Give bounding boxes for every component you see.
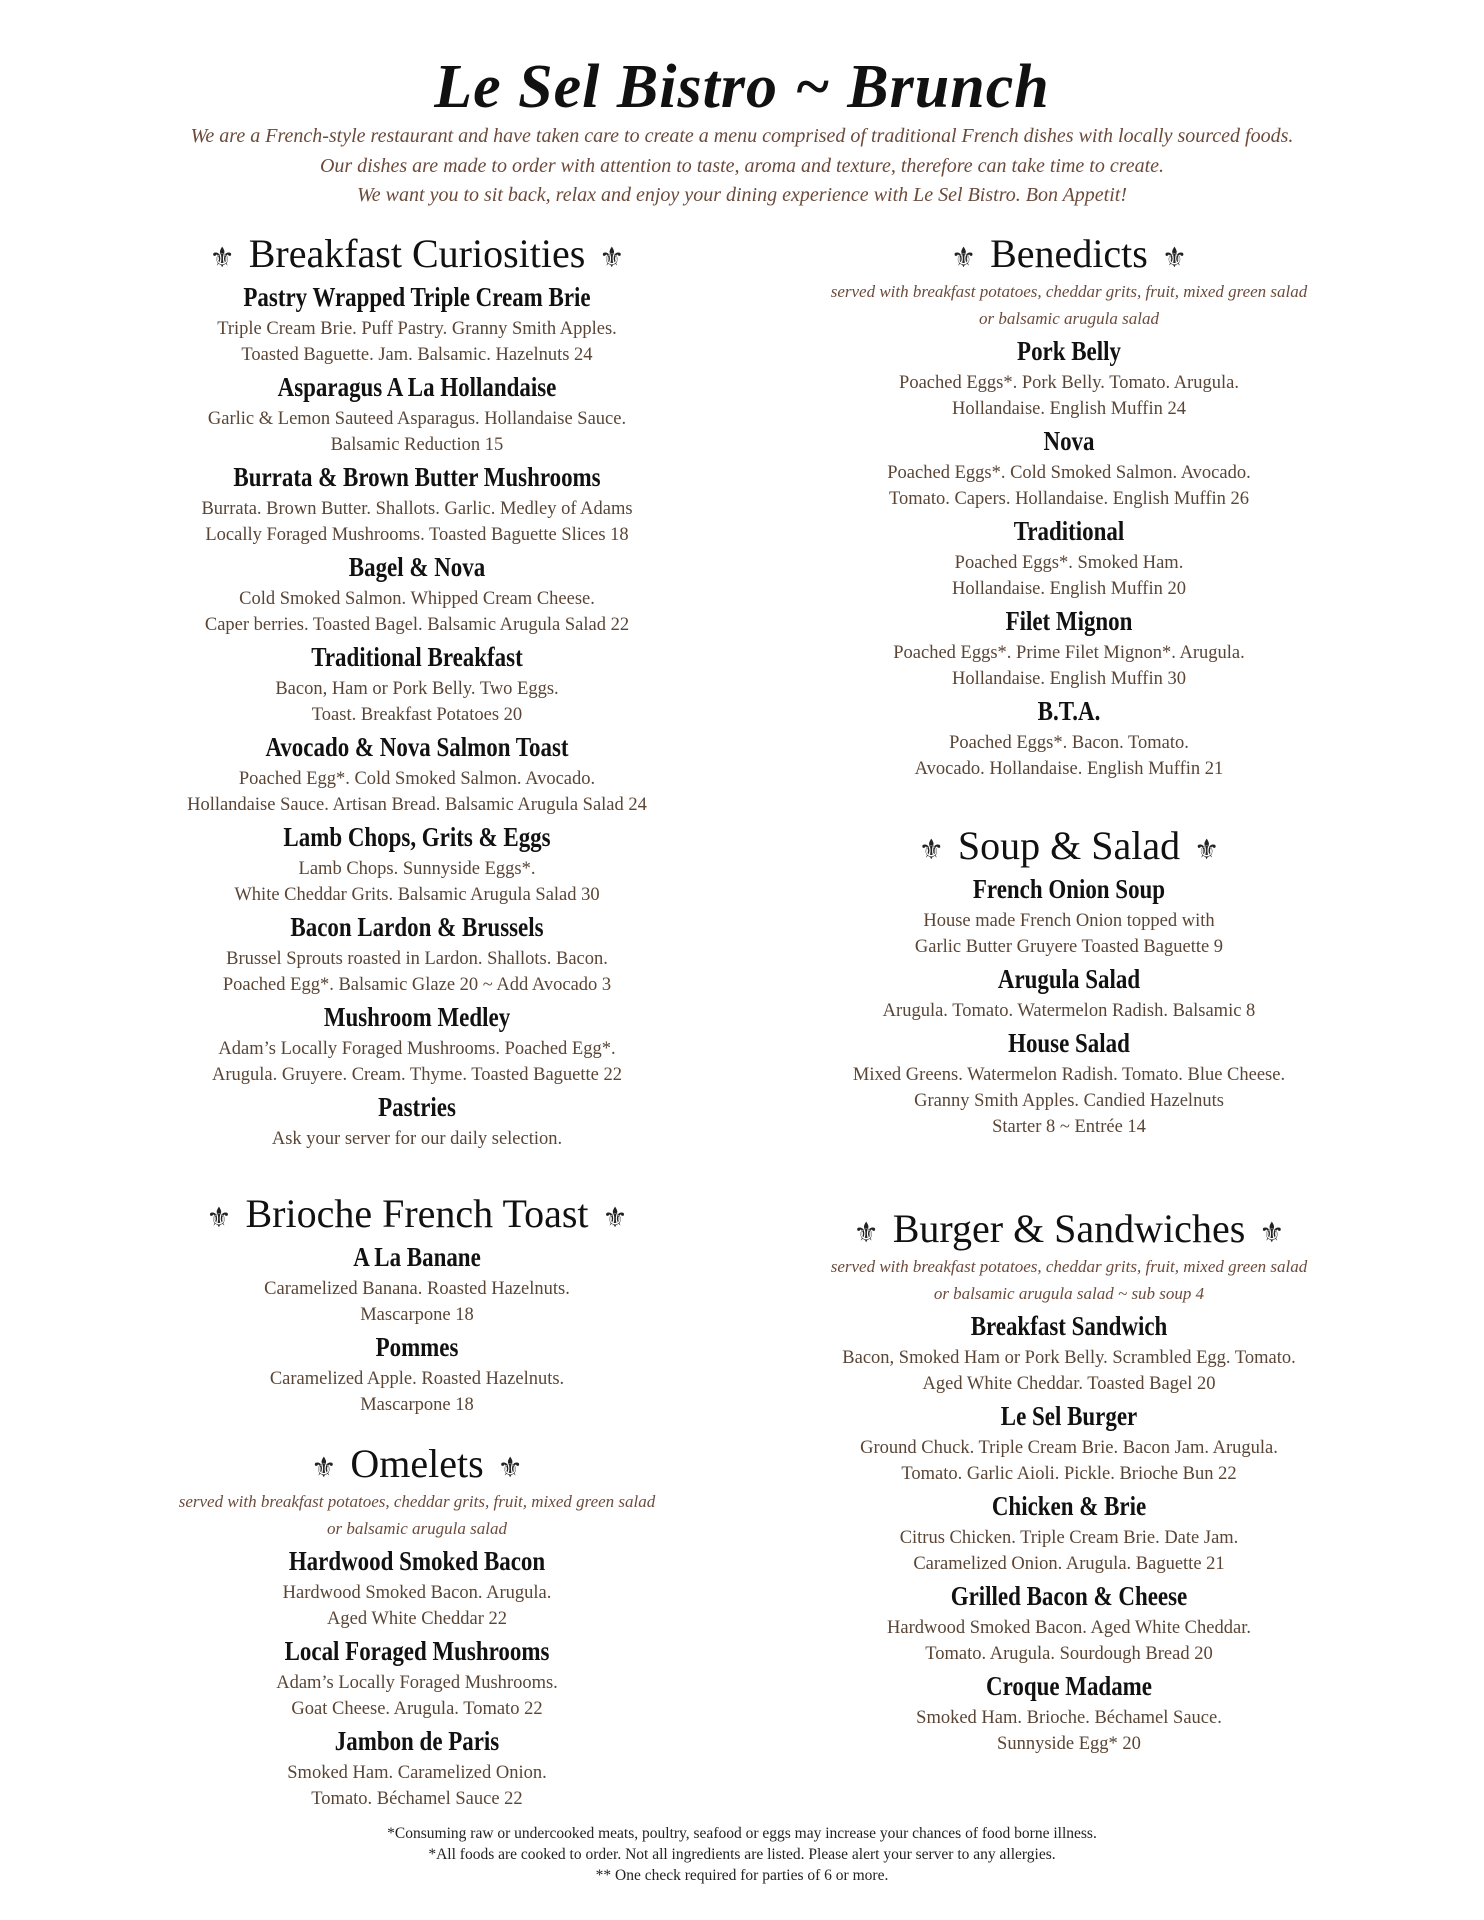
item-description: Granny Smith Apples. Candied Hazelnuts (914, 1091, 1224, 1111)
section-title: Breakfast Curiosities (248, 231, 586, 276)
item-description: Hollandaise Sauce. Artisan Bread. Balsamic Arugula Salad 24 (187, 795, 647, 815)
menu-title: Le Sel Bistro ~ Brunch (434, 53, 1050, 121)
item-description: Adam’s Locally Foraged Mushrooms. (276, 1673, 558, 1693)
item-description: Goat Cheese. Arugula. Tomato 22 (291, 1699, 543, 1719)
section-note: served with breakfast potatoes, cheddar grits, fruit, mixed green salad (830, 282, 1308, 301)
item-description: Smoked Ham. Caramelized Onion. (287, 1763, 547, 1783)
menu-item (107, 1088, 727, 1152)
item-description: Aged White Cheddar 22 (327, 1609, 507, 1629)
item-description: Aged White Cheddar. Toasted Bagel 20 (922, 1374, 1216, 1394)
item-description: House made French Onion topped with (923, 911, 1215, 931)
menu-item (759, 1024, 1379, 1140)
menu-item (759, 602, 1379, 692)
item-description: Hardwood Smoked Bacon. Arugula. (282, 1583, 552, 1603)
item-name: Asparagus A La Hollandaise (277, 372, 557, 402)
item-name: Breakfast Sandwich (970, 1311, 1168, 1341)
menu-item (759, 332, 1379, 422)
item-description: Poached Eggs*. Prime Filet Mignon*. Arugula. (893, 643, 1245, 663)
section-note: or balsamic arugula salad ~ sub soup 4 (933, 1284, 1205, 1303)
item-description: Poached Egg*. Balsamic Glaze 20 ~ Add Avocado 3 (222, 975, 612, 995)
item-name: Hardwood Smoked Bacon (288, 1546, 546, 1576)
menu-item (107, 818, 727, 908)
menu-item (107, 548, 727, 638)
section-breakfast (107, 230, 727, 1152)
item-name: Lamb Chops, Grits & Eggs (283, 822, 551, 852)
item-name: Bagel & Nova (348, 552, 486, 582)
menu-item (107, 1238, 727, 1328)
item-name: Pastry Wrapped Triple Cream Brie (243, 282, 591, 312)
menu-item (759, 960, 1379, 1024)
item-description: Caramelized Banana. Roasted Hazelnuts. (264, 1279, 570, 1299)
item-description: Bacon, Ham or Pork Belly. Two Eggs. (275, 679, 559, 699)
item-name: French Onion Soup (972, 874, 1166, 904)
menu-item (107, 908, 727, 998)
footer-line: *All foods are cooked to order. Not all ingredients are listed. Please alert your server to any allergies. (428, 1846, 1056, 1863)
intro-line: We are a French-style restaurant and have taken care to create a menu comprised of traditional French dishes with locally sourced foods. (190, 125, 1294, 147)
item-name: House Salad (1008, 1028, 1130, 1058)
item-description: Toasted Baguette. Jam. Balsamic. Hazelnuts 24 (241, 345, 593, 365)
menu-item (107, 1542, 727, 1632)
item-description: Tomato. Arugula. Sourdough Bread 20 (925, 1644, 1213, 1664)
item-description: Tomato. Garlic Aioli. Pickle. Brioche Bun 22 (901, 1464, 1237, 1484)
item-name: Burrata & Brown Butter Mushrooms (233, 462, 601, 492)
item-name: Pork Belly (1017, 336, 1121, 366)
menu-item (107, 1328, 727, 1418)
section-header (107, 1190, 727, 1238)
section-header (107, 1440, 727, 1488)
item-description: Triple Cream Brie. Puff Pastry. Granny Smith Apples. (217, 319, 617, 339)
item-name: Avocado & Nova Salmon Toast (265, 732, 569, 762)
item-description: Mixed Greens. Watermelon Radish. Tomato. Blue Cheese. (852, 1065, 1286, 1085)
item-description: Tomato. Capers. Hollandaise. English Muffin 26 (888, 489, 1250, 509)
item-description: Ground Chuck. Triple Cream Brie. Bacon Jam. Arugula. (860, 1438, 1278, 1458)
section-title: Omelets (350, 1441, 484, 1486)
item-name: Pastries (378, 1092, 456, 1122)
item-description: Caramelized Onion. Arugula. Baguette 21 (913, 1554, 1225, 1574)
item-description: Brussel Sprouts roasted in Lardon. Shallots. Bacon. (226, 949, 608, 969)
section-note: or balsamic arugula salad (979, 309, 1159, 328)
fleur-de-lis-icon: ⚜ (951, 240, 977, 274)
item-description: Citrus Chicken. Triple Cream Brie. Date Jam. (899, 1528, 1239, 1548)
item-description: Toast. Breakfast Potatoes 20 (311, 705, 523, 725)
item-description: Hollandaise. English Muffin 20 (952, 579, 1186, 599)
menu-item (107, 278, 727, 368)
item-description: Caper berries. Toasted Bagel. Balsamic Arugula Salad 22 (204, 615, 630, 635)
section-brioche (107, 1190, 727, 1418)
fleur-de-lis-icon: ⚜ (602, 1200, 628, 1234)
item-name: Filet Mignon (1005, 606, 1133, 636)
item-name: Traditional Breakfast (311, 642, 523, 672)
section-omelets (107, 1440, 727, 1812)
item-name: B.T.A. (1037, 696, 1101, 726)
item-description: Sunnyside Egg* 20 (997, 1734, 1141, 1754)
menu-item (107, 1632, 727, 1722)
section-note: served with breakfast potatoes, cheddar grits, fruit, mixed green salad (830, 1257, 1308, 1276)
section-header (759, 230, 1379, 278)
item-description: Avocado. Hollandaise. English Muffin 21 (914, 759, 1224, 779)
item-description: Poached Eggs*. Cold Smoked Salmon. Avocado. (887, 463, 1251, 483)
intro-line: We want you to sit back, relax and enjoy your dining experience with Le Sel Bistro. Bon Appetit! (356, 184, 1128, 206)
section-title: Burger & Sandwiches (892, 1206, 1246, 1251)
fleur-de-lis-icon: ⚜ (1194, 832, 1220, 866)
menu-item (107, 1722, 727, 1812)
fleur-de-lis-icon: ⚜ (1161, 240, 1187, 274)
item-name: Chicken & Brie (991, 1491, 1147, 1521)
item-description: Hardwood Smoked Bacon. Aged White Cheddar. (887, 1618, 1251, 1638)
fleur-de-lis-icon: ⚜ (209, 240, 235, 274)
menu-item (759, 1667, 1379, 1757)
section-header (759, 822, 1379, 870)
fleur-de-lis-icon: ⚜ (599, 240, 625, 274)
item-description: Starter 8 ~ Entrée 14 (992, 1117, 1146, 1137)
item-description: Poached Eggs*. Pork Belly. Tomato. Arugula. (899, 373, 1239, 393)
section-note: or balsamic arugula salad (327, 1519, 507, 1538)
item-description: Garlic Butter Gruyere Toasted Baguette 9 (914, 937, 1224, 957)
fleur-de-lis-icon: ⚜ (311, 1450, 337, 1484)
menu-item (759, 1487, 1379, 1577)
item-description: Poached Eggs*. Smoked Ham. (954, 553, 1184, 573)
item-name: Grilled Bacon & Cheese (950, 1581, 1188, 1611)
intro-line: Our dishes are made to order with attention to taste, aroma and texture, therefore can take time to create. (319, 154, 1165, 177)
item-description: Caramelized Apple. Roasted Hazelnuts. (269, 1369, 565, 1389)
item-description: Hollandaise. English Muffin 24 (952, 399, 1186, 419)
item-description: Ask your server for our daily selection. (271, 1129, 563, 1149)
item-description: White Cheddar Grits. Balsamic Arugula Salad 30 (234, 885, 600, 905)
menu-item (759, 1397, 1379, 1487)
item-name: Croque Madame (986, 1671, 1152, 1701)
item-description: Adam’s Locally Foraged Mushrooms. Poached Egg*. (218, 1039, 616, 1059)
footer-line: ** One check required for parties of 6 or more. (595, 1867, 889, 1884)
section-note: served with breakfast potatoes, cheddar grits, fruit, mixed green salad (178, 1492, 656, 1511)
item-name: Nova (1043, 426, 1095, 456)
fleur-de-lis-icon: ⚜ (918, 832, 944, 866)
intro (0, 122, 1484, 211)
item-name: Bacon Lardon & Brussels (290, 912, 544, 942)
item-description: Poached Eggs*. Bacon. Tomato. (949, 733, 1189, 753)
fleur-de-lis-icon: ⚜ (1259, 1215, 1285, 1249)
item-name: Mushroom Medley (323, 1002, 511, 1032)
item-description: Mascarpone 18 (360, 1305, 474, 1325)
section-title: Benedicts (990, 231, 1148, 276)
item-name: A La Banane (353, 1242, 481, 1272)
section-header (759, 1205, 1379, 1253)
section-title: Brioche French Toast (245, 1191, 589, 1236)
section-title: Soup & Salad (957, 823, 1181, 868)
item-description: Mascarpone 18 (360, 1395, 474, 1415)
menu-item (759, 870, 1379, 960)
item-description: Bacon, Smoked Ham or Pork Belly. Scrambled Egg. Tomato. (842, 1348, 1296, 1368)
item-description: Balsamic Reduction 15 (330, 435, 504, 455)
menu-item (107, 458, 727, 548)
item-name: Arugula Salad (997, 964, 1141, 994)
footer-line: *Consuming raw or undercooked meats, poultry, seafood or eggs may increase your chances of food borne illness. (387, 1825, 1097, 1842)
menu-item (759, 692, 1379, 782)
menu-item (107, 368, 727, 458)
fleur-de-lis-icon: ⚜ (497, 1450, 523, 1484)
item-description: Lamb Chops. Sunnyside Eggs*. (298, 859, 536, 879)
item-description: Arugula. Tomato. Watermelon Radish. Balsamic 8 (882, 1001, 1256, 1021)
item-name: Jambon de Paris (334, 1726, 500, 1756)
section-header (107, 230, 727, 278)
fleur-de-lis-icon: ⚜ (853, 1215, 879, 1249)
item-description: Locally Foraged Mushrooms. Toasted Baguette Slices 18 (205, 525, 629, 545)
item-description: Tomato. Béchamel Sauce 22 (311, 1789, 523, 1809)
item-name: Traditional (1013, 516, 1125, 546)
section-soup-salad (759, 822, 1379, 1140)
item-description: Burrata. Brown Butter. Shallots. Garlic. Medley of Adams (201, 499, 633, 519)
menu-item (759, 1577, 1379, 1667)
menu-item (759, 1307, 1379, 1397)
item-description: Cold Smoked Salmon. Whipped Cream Cheese. (239, 589, 595, 609)
footer-notes (0, 1823, 1484, 1886)
menu-item (759, 512, 1379, 602)
item-description: Arugula. Gruyere. Cream. Thyme. Toasted Baguette 22 (211, 1065, 623, 1085)
fleur-de-lis-icon: ⚜ (206, 1200, 232, 1234)
menu-item (107, 998, 727, 1088)
section-burger (759, 1205, 1379, 1757)
item-name: Le Sel Burger (1000, 1401, 1138, 1431)
item-description: Poached Egg*. Cold Smoked Salmon. Avocado. (238, 769, 596, 789)
item-name: Pommes (375, 1332, 459, 1362)
section-benedicts (759, 230, 1379, 782)
item-description: Hollandaise. English Muffin 30 (952, 669, 1186, 689)
menu-item (107, 728, 727, 818)
menu-item (107, 638, 727, 728)
menu-item (759, 422, 1379, 512)
item-description: Garlic & Lemon Sauteed Asparagus. Hollandaise Sauce. (207, 409, 627, 429)
item-name: Local Foraged Mushrooms (284, 1636, 550, 1666)
item-description: Smoked Ham. Brioche. Béchamel Sauce. (916, 1708, 1222, 1728)
